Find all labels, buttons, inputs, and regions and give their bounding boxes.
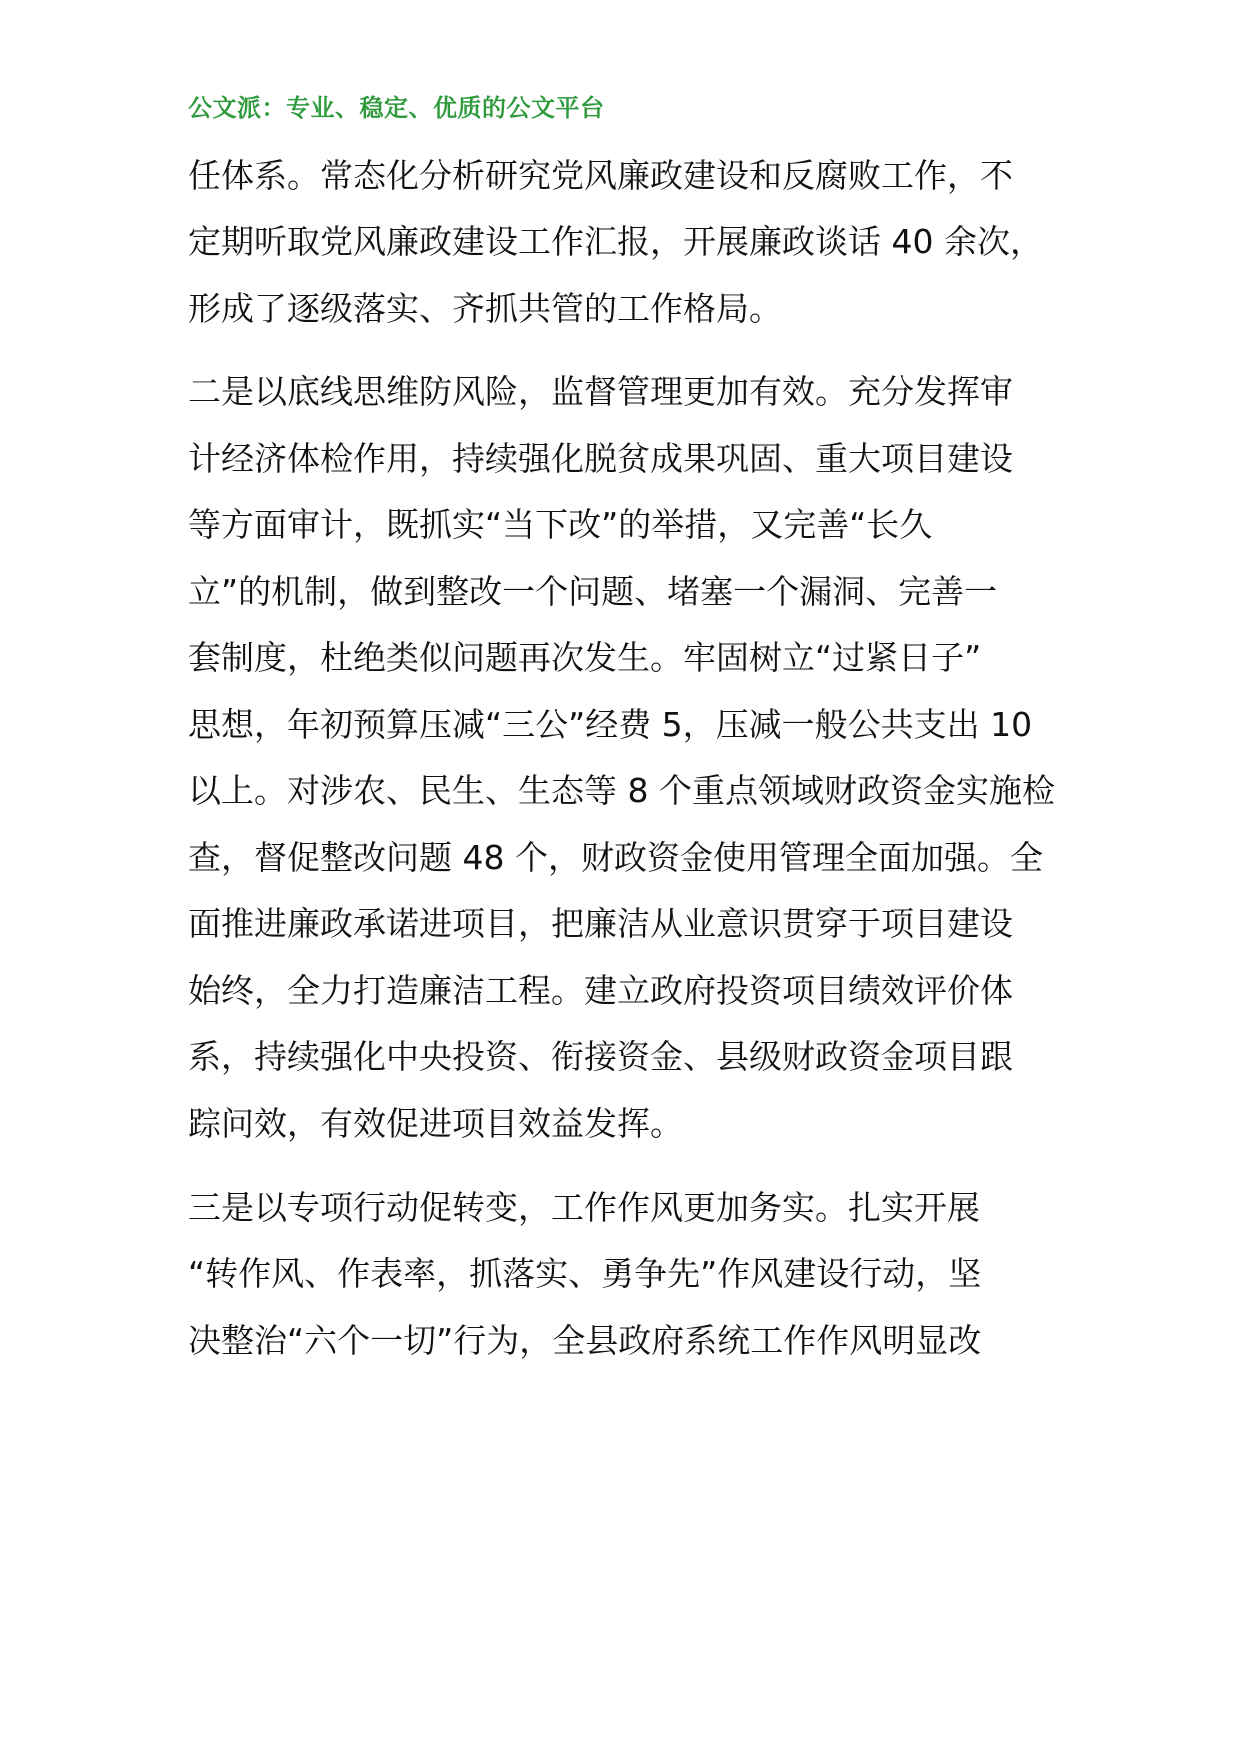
text-line: 形成了逐级落实、齐抓共管的工作格局。 (188, 289, 782, 328)
text-line: 立”的机制，做到整改一个问题、堵塞一个漏洞、完善一 (188, 572, 998, 611)
text-line: 以上。对涉农、民生、生态等 8 个重点领域财政资金实施检 (188, 771, 1055, 810)
text-line: 面推进廉政承诺进项目，把廉洁从业意识贯穿于项目建设 (188, 904, 1013, 943)
text-line: 任体系。常态化分析研究党风廉政建设和反腐败工作，不 (188, 156, 1013, 195)
header-title: 公文派：专业、稳定、优质的公文平台 (188, 94, 605, 122)
text-line: “转作风、作表率，抓落实、勇争先”作风建设行动，坚 (188, 1254, 982, 1293)
text-line: 思想，年初预算压减“三公”经费 5，压减一般公共支出 10 (188, 705, 1033, 744)
text-line: 三是以专项行动促转变，工作作风更加务实。扎实开展 (188, 1188, 980, 1227)
text-line: 踪问效，有效促进项目效益发挥。 (188, 1104, 683, 1143)
text-line: 计经济体检作用，持续强化脱贫成果巩固、重大项目建设 (188, 439, 1013, 478)
text-line: 决整治“六个一切”行为，全县政府系统工作作风明显改 (188, 1321, 982, 1360)
text-line: 系，持续强化中央投资、衔接资金、县级财政资金项目跟 (188, 1037, 1013, 1076)
text-line: 二是以底线思维防风险，监督管理更加有效。充分发挥审 (188, 372, 1013, 411)
text-line: 等方面审计，既抓实“当下改”的举措，又完善“长久 (188, 505, 933, 544)
text-line: 套制度，杜绝类似问题再次发生。牢固树立“过紧日子” (188, 638, 982, 677)
text-line: 定期听取党风廉政建设工作汇报，开展廉政谈话 40 余次， (188, 222, 1043, 261)
text-line: 查，督促整改问题 48 个，财政资金使用管理全面加强。全 (188, 838, 1043, 877)
text-line: 始终，全力打造廉洁工程。建立政府投资项目绩效评价体 (188, 971, 1013, 1010)
